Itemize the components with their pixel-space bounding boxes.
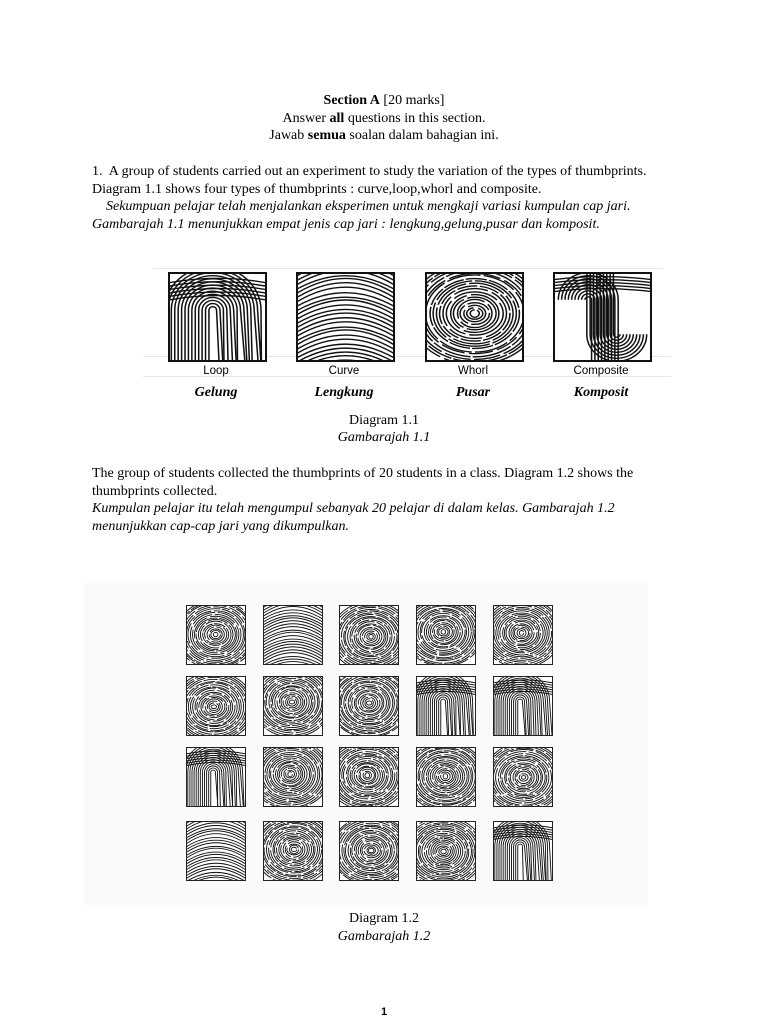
instruction-ms: Jawab semua soalan dalam bahagian ini. [269,128,499,143]
question-text-ms: Sekumpuan pelajar telah menjalankan eksperimen untuk mengkaji variasi kumpulan cap jari. Gambarajah 1.1 menunjukkan empat jenis cap jari : lengkung,gelung,pusar dan komposit. [92,199,631,232]
print-label-composite: Composite [573,365,629,377]
thumbprint-whorl-r2c2 [263,676,323,736]
thumbprint-curve-r4c1 [186,821,246,881]
diagram-1-1-caption-ms: Gambarajah 1.1 [337,430,431,445]
print-label-loop: Loop [203,365,229,377]
thumbprint-whorl-r2c1 [186,676,246,736]
thumbprint-loop-r4c5 [493,821,553,881]
thumbprint-whorl-r3c4 [416,747,476,807]
diagram-1-2-caption: Diagram 1.2 [349,911,419,926]
section-title: Section A [20 marks] [323,93,445,108]
question-text-en: A group of students carried out an experiment to study the variation of the types of thumbprints. Diagram 1.1 shows four types of thumbprints : curve,loop,whorl and composite. [92,164,647,197]
thumbprint-loop-r2c5 [493,676,553,736]
diagram-1-2 [83,583,648,905]
question-1-en [92,163,684,198]
thumbprint-whorl-r3c5 [493,747,553,807]
thumbprint-whorl-r1c5 [493,605,553,665]
thumbprint-whorl-r1c4 [416,605,476,665]
print-label-whorl: Whorl [457,365,489,377]
thumbprint-loop-r3c1 [186,747,246,807]
thumbprint-whorl-r4c3 [339,821,399,881]
whorl-fingerprint-image [425,272,524,362]
diagram-1-2-caption-ms: Gambarajah 1.2 [337,929,431,944]
thumbprint-whorl-r2c3 [339,676,399,736]
paragraph-2-en: The group of students collected the thumbprints of 20 students in a class. Diagram 1.2 shows the thumbprints collected. [92,466,634,499]
paragraph-2-ms: Kumpulan pelajar itu telah mengumpul sebanyak 20 pelajar di dalam kelas. Gambarajah 1.2 menunjukkan cap-cap jari yang dikumpulkan. [92,501,615,534]
composite-fingerprint-image [553,272,652,362]
curve-fingerprint-image [296,272,395,362]
thumbprint-whorl-r1c3 [339,605,399,665]
thumbprint-whorl-r1c1 [186,605,246,665]
thumbprint-whorl-r4c4 [416,821,476,881]
diagram-1-1-caption: Diagram 1.1 [349,413,419,428]
print-label-curve: Curve [328,365,360,377]
thumbprint-whorl-r3c2 [263,747,323,807]
thumbprint-whorl-r3c3 [339,747,399,807]
page-number: 1 [380,1006,388,1018]
instruction-en: Answer all questions in this section. [282,110,486,126]
print-label-ms-composite: Komposit [573,385,629,400]
thumbprint-loop-r2c4 [416,676,476,736]
thumbprint-whorl-r4c2 [263,821,323,881]
print-label-ms-whorl: Pusar [455,385,491,400]
print-label-ms-curve: Lengkung [314,385,374,400]
question-number: 1. [92,164,103,179]
loop-fingerprint-image [168,272,267,362]
thumbprint-curve-r1c2 [263,605,323,665]
print-label-ms-loop: Gelung [194,385,238,400]
section-header [0,92,768,145]
